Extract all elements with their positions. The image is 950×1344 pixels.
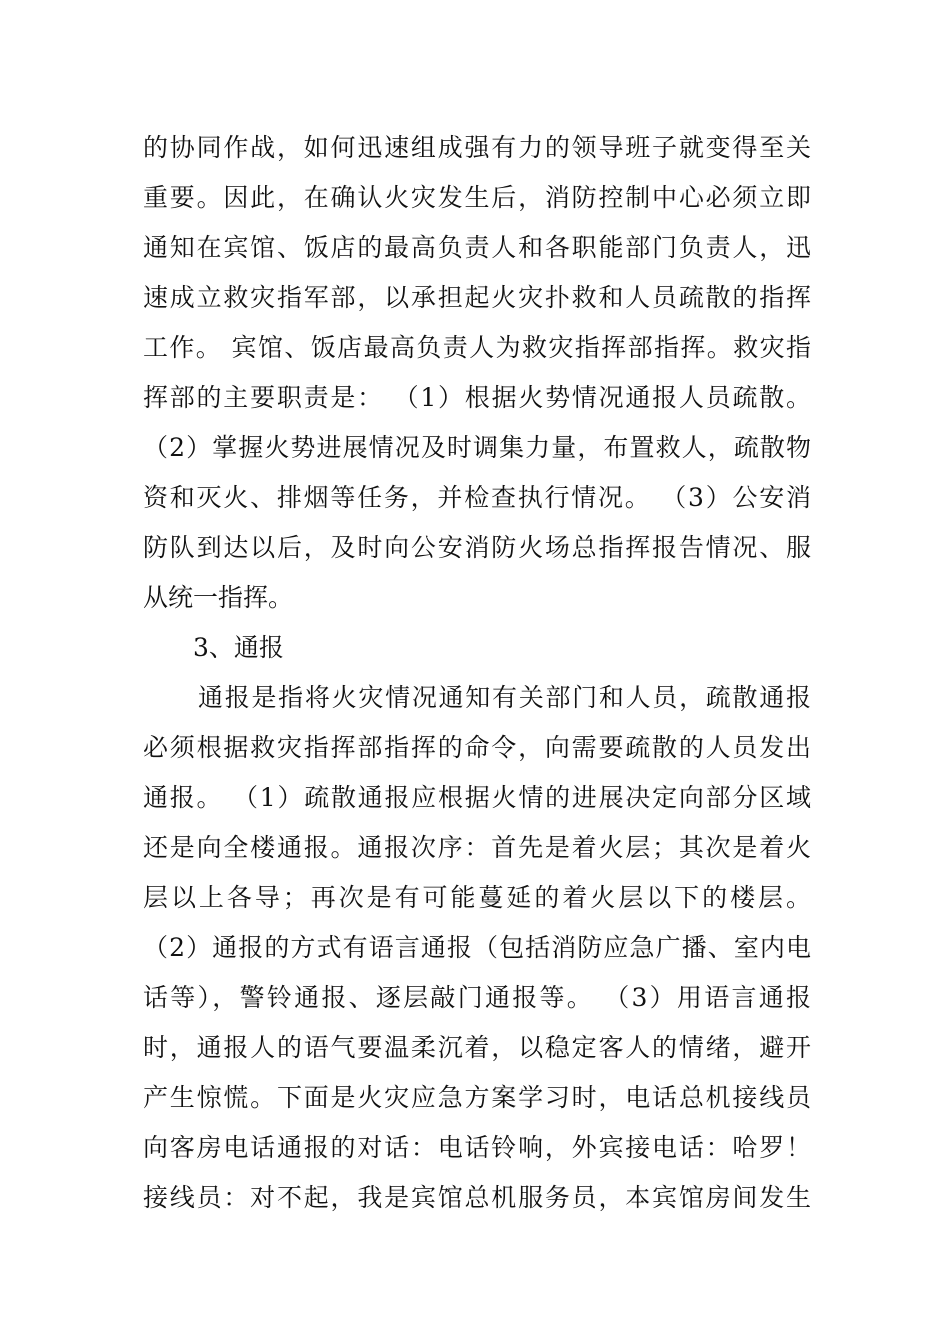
- text-line: 话等），警铃通报、逐层敲门通报等。 （3）用语言通报: [143, 983, 811, 1012]
- text-line: （2）通报的方式有语言通报（包括消防应急广播、室内电: [143, 933, 811, 962]
- text-line: 接线员：对不起，我是宾馆总机服务员，本宾馆房间发生: [143, 1183, 811, 1212]
- text-line: 通报。 （1）疏散通报应根据火情的进展决定向部分区域: [143, 783, 811, 812]
- text-line: 资和灭火、排烟等任务，并检查执行情况。 （3）公安消: [143, 483, 811, 512]
- text-line: 的协同作战，如何迅速组成强有力的领导班子就变得至关: [143, 133, 811, 162]
- text-line: 必须根据救灾指挥部指挥的命令，向需要疏散的人员发出: [143, 733, 811, 762]
- text-line: 层以上各导；再次是有可能蔓延的着火层以下的楼层。: [143, 883, 811, 912]
- paragraph-first-line: 通报是指将火灾情况通知有关部门和人员，疏散通报: [198, 683, 811, 712]
- text-line: 防队到达以后，及时向公安消防火场总指挥报告情况、服: [143, 533, 811, 562]
- text-line: 通知在宾馆、饭店的最高负责人和各职能部门负责人，迅: [143, 233, 811, 262]
- text-line: 还是向全楼通报。通报次序：首先是着火层；其次是着火: [143, 833, 811, 862]
- text-line: 工作。 宾馆、饭店最高负责人为救灾指挥部指挥。救灾指: [143, 333, 811, 362]
- text-line: 速成立救灾指军部，以承担起火灾扑救和人员疏散的指挥: [143, 283, 811, 312]
- text-line: 向客房电话通报的对话：电话铃响，外宾接电话：哈罗！: [143, 1133, 811, 1162]
- text-line: 时，通报人的语气要温柔沉着，以稳定客人的情绪，避开: [143, 1033, 811, 1062]
- section-heading: 3、通报: [193, 633, 284, 662]
- text-line: 挥部的主要职责是： （1）根据火势情况通报人员疏散。: [143, 383, 811, 412]
- text-line: （2）掌握火势进展情况及时调集力量，布置救人，疏散物: [143, 433, 811, 462]
- text-line: 从统一指挥。: [143, 583, 294, 612]
- text-line: 重要。因此，在确认火灾发生后，消防控制中心必须立即: [143, 183, 811, 212]
- text-line: 产生惊慌。下面是火灾应急方案学习时，电话总机接线员: [143, 1083, 811, 1112]
